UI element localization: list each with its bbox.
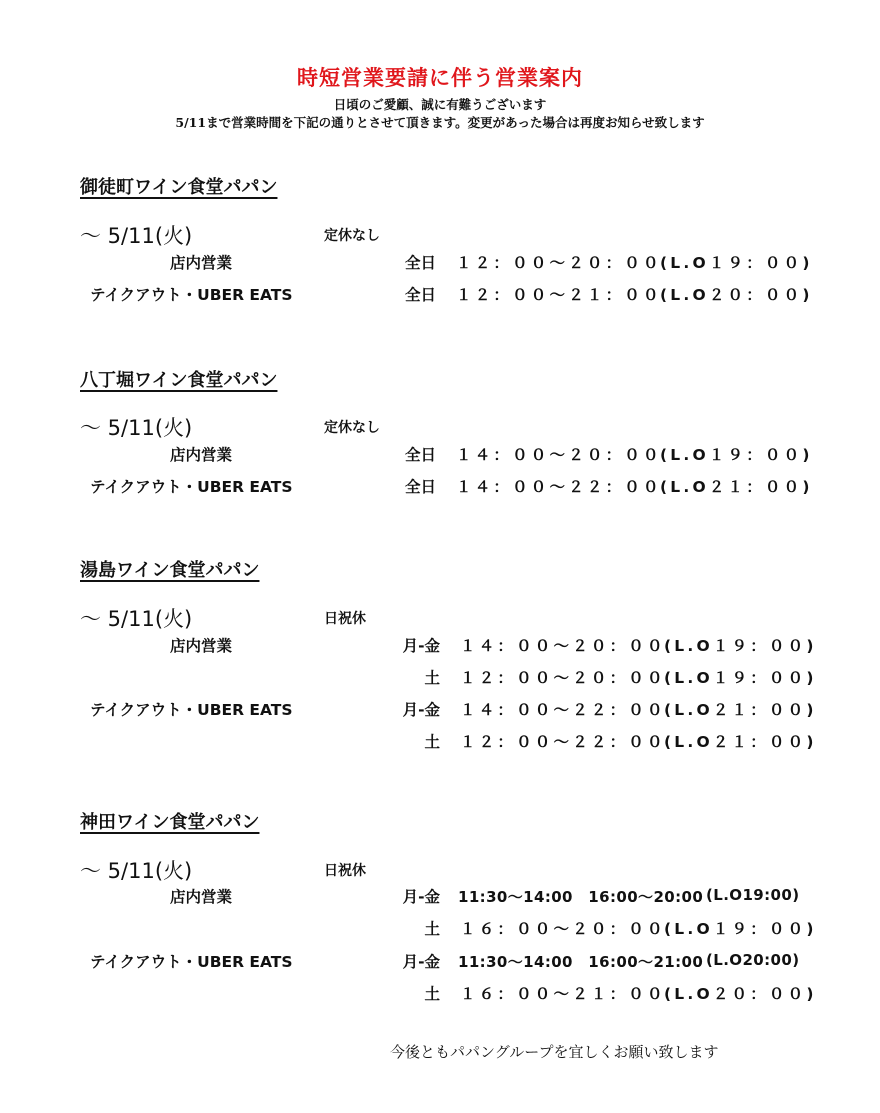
period-text: ～ 5/11(火) xyxy=(80,416,193,440)
day-label: 月-金 xyxy=(402,637,440,655)
hours-text: 11:30～14:00 16:00～20:00 xyxy=(458,888,704,906)
takeout-label: テイクアウト・UBER EATS xyxy=(90,478,293,496)
last-order-text: (L.O２０：００) xyxy=(660,286,813,304)
last-order-text: (L.O２１：００) xyxy=(664,701,817,719)
hours-text: １４：００～２２：００ xyxy=(456,478,662,496)
holiday-text: 定休なし xyxy=(324,420,380,436)
store-name: 湯島ワイン食堂パパン xyxy=(80,560,260,581)
store-name: 御徒町ワイン食堂パパン xyxy=(80,177,278,198)
hours-text: １４：００～２０：００ xyxy=(456,446,662,464)
day-label: 土 xyxy=(424,669,440,687)
page-title: 時短営業要請に伴う営業案内 xyxy=(297,65,583,90)
last-order-text: (L.O１９：００) xyxy=(660,254,813,272)
hours-text: １２：００～２１：００ xyxy=(456,286,662,304)
day-label: 全日 xyxy=(404,478,436,496)
period-text: ～ 5/11(火) xyxy=(80,607,193,631)
holiday-text: 日祝休 xyxy=(324,863,366,879)
last-order-text: (L.O１９：００) xyxy=(664,920,817,938)
last-order-text: (L.O１９：００) xyxy=(664,669,817,687)
period-text: ～ 5/11(火) xyxy=(80,859,193,883)
hours-text: １２：００～２０：００ xyxy=(460,669,666,687)
holiday-text: 定休なし xyxy=(324,228,380,244)
instore-label: 店内営業 xyxy=(170,446,233,464)
last-order-text: (L.O２０：００) xyxy=(664,985,817,1003)
day-label: 月-金 xyxy=(402,888,440,906)
day-label: 全日 xyxy=(404,254,436,272)
closing-message: 今後ともパパングループを宜しくお願い致します xyxy=(390,1043,719,1061)
day-label: 土 xyxy=(424,985,440,1003)
store-name: 神田ワイン食堂パパン xyxy=(80,812,260,833)
hours-text: １６：００～２０：００ xyxy=(460,920,666,938)
hours-text: １２：００～２２：００ xyxy=(460,733,666,751)
hours-text: １２：００～２０：００ xyxy=(456,254,662,272)
hours-text: １４：００～２０：００ xyxy=(460,637,666,655)
holiday-text: 日祝休 xyxy=(324,611,366,627)
store-name: 八丁堀ワイン食堂パパン xyxy=(80,370,278,391)
day-label: 全日 xyxy=(404,446,436,464)
day-label: 月-金 xyxy=(402,701,440,719)
takeout-label: テイクアウト・UBER EATS xyxy=(90,701,293,719)
last-order-text: (L.O19:00) xyxy=(706,886,800,904)
last-order-text: (L.O１９：００) xyxy=(664,637,817,655)
instore-label: 店内営業 xyxy=(170,254,233,272)
greeting-line: 日頃のご愛顧、誠に有難うございます xyxy=(333,97,547,112)
instore-label: 店内営業 xyxy=(170,888,233,906)
notice-line: 5/11まで営業時間を下記の通りとさせて頂きます。変更があった場合は再度お知らせ致します xyxy=(175,115,705,130)
day-label: 土 xyxy=(424,920,440,938)
takeout-label: テイクアウト・UBER EATS xyxy=(90,286,293,304)
hours-text: 11:30～14:00 16:00～21:00 xyxy=(458,953,704,971)
last-order-text: (L.O１９：００) xyxy=(660,446,813,464)
last-order-text: (L.O２１：００) xyxy=(660,478,813,496)
takeout-label: テイクアウト・UBER EATS xyxy=(90,953,293,971)
period-text: ～ 5/11(火) xyxy=(80,224,193,248)
hours-text: １４：００～２２：００ xyxy=(460,701,666,719)
day-label: 月-金 xyxy=(402,953,440,971)
instore-label: 店内営業 xyxy=(170,637,233,655)
day-label: 全日 xyxy=(404,286,436,304)
last-order-text: (L.O２１：００) xyxy=(664,733,817,751)
hours-text: １６：００～２１：００ xyxy=(460,985,666,1003)
last-order-text: (L.O20:00) xyxy=(706,951,800,969)
day-label: 土 xyxy=(424,733,440,751)
